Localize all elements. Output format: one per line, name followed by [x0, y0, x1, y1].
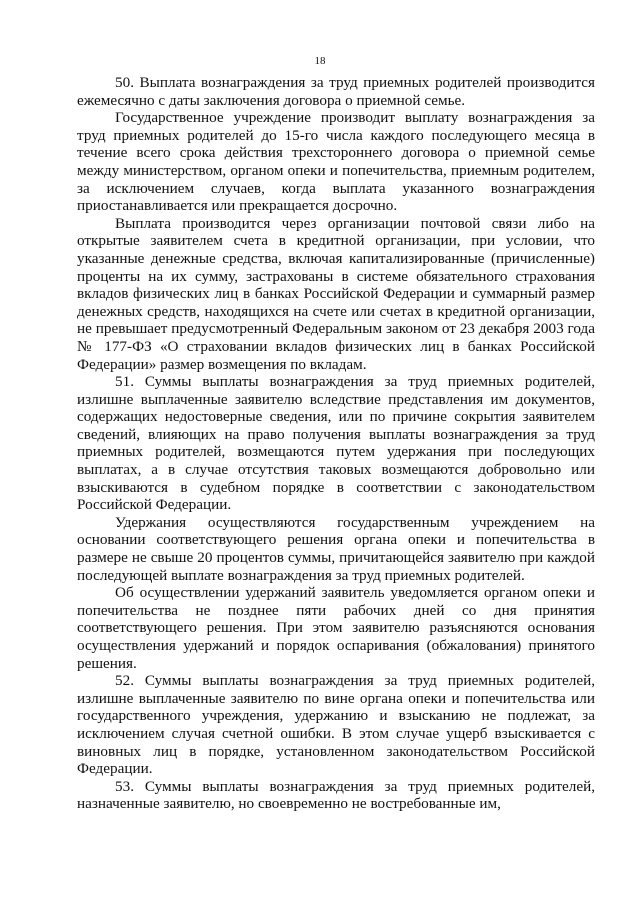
paragraph-50: 50. Выплата вознаграждения за труд приемных родителей производится ежемесячно с даты заключения договора о приемной семье. — [77, 74, 595, 109]
paragraph-51-notification: Об осуществлении удержаний заявитель уведомляется органом опеки и попечительства не позднее пяти рабочих дней со дня принятия соответствующего решения. При этом заявителю разъясняются основания осуществления удержаний и порядок оспаривания (обжалования) принятого решения. — [77, 584, 595, 672]
paragraph-53: 53. Суммы выплаты вознаграждения за труд приемных родителей, назначенные заявителю, но своевременно не востребованные им, — [77, 777, 595, 813]
paragraph-50-payment-terms: Государственное учреждение производит выплату вознаграждения за труд приемных родителей до 15-го числа каждого последующего месяца в течение всего срока действия трехстороннего договора о приемной семье между министерством, органом опеки и попечительства, приемным родителем, за исключением случаев, когда выплата указанного вознаграждения приостанавливается или прекращается досрочно. — [77, 109, 595, 215]
document-body — [77, 74, 595, 813]
paragraph-51: 51. Суммы выплаты вознаграждения за труд приемных родителей, излишне выплаченные заявителю вследствие представления им документов, содержащих недостоверные сведения, или по причине сокрытия заявителем сведений, влияющих на право получения выплаты вознаграждения за труд приемных родителей, возмещаются путем удержания при последующих выплатах, а в случае отсутствия таковых возмещаются добровольно или взыскиваются в судебном порядке в соответствии с законодательством Российской Федерации. — [77, 373, 595, 514]
paragraph-50-payment-method: Выплата производится через организации почтовой связи либо на открытые заявителем счета в кредитной организации, при условии, что указанные денежные средства, включая капитализированные (причисленные) проценты на их сумму, застрахованы в системе обязательного страхования вкладов физических лиц в банках Российской Федерации и суммарный размер денежных средств, находящихся на счете или счетах в кредитной организации, не превышает предусмотренный Федеральным законом от 23 декабря 2003 года № 177-ФЗ «О страховании вкладов физических лиц в банках Российской Федерации» размер возмещения по вкладам. — [77, 214, 595, 373]
page-number: 18 — [314, 55, 326, 67]
paragraph-52: 52. Суммы выплаты вознаграждения за труд приемных родителей, излишне выплаченные заявителю по вине органа опеки и попечительства или государственного учреждения, удержанию и взысканию не подлежат, за исключением случая счетной ошибки. В этом случае ущерб взыскивается с виновных лиц в порядке, установленном законодательством Российской Федерации. — [77, 672, 595, 778]
paragraph-51-deductions: Удержания осуществляются государственным учреждением на основании соответствующего решения органа опеки и попечительства в размере не свыше 20 процентов суммы, причитающейся заявителю при каждой последующей выплате вознаграждения за труд приемных родителей. — [77, 513, 595, 584]
